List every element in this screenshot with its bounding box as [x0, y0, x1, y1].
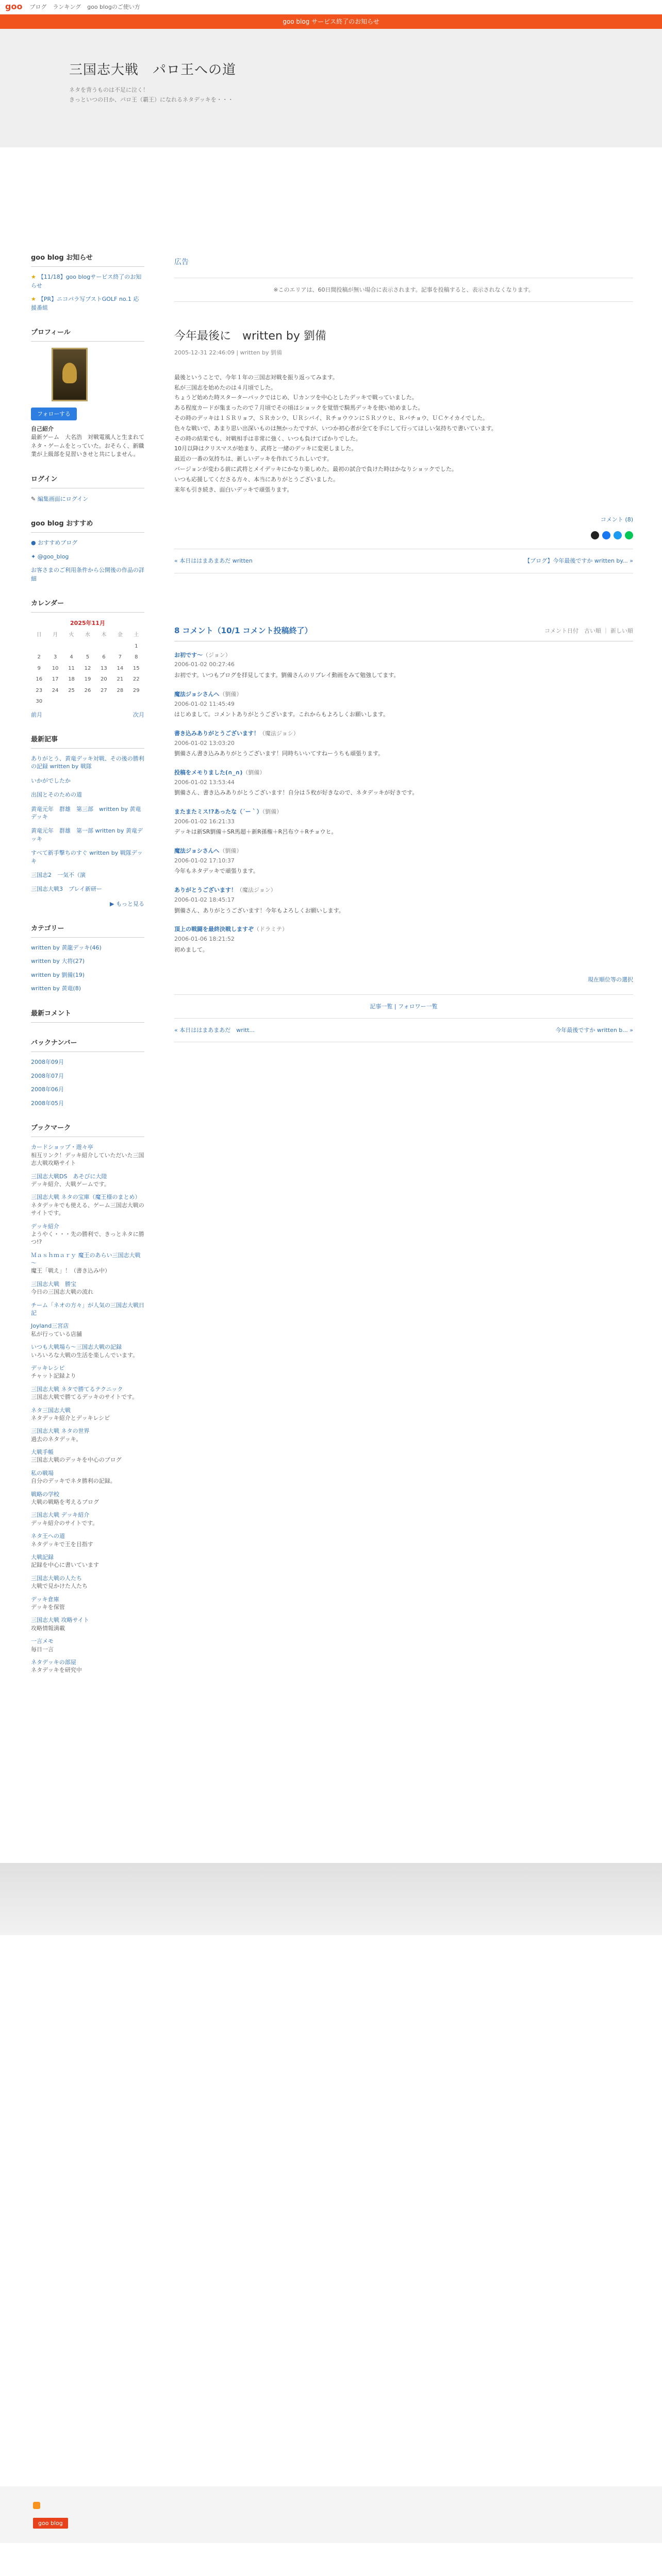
calendar-section — [31, 599, 144, 719]
recent-section — [31, 735, 144, 908]
bookmark-desc: ネタデッキで王を目指す — [31, 1540, 93, 1548]
blog-desc-2: きっといつの日か、パロ王（覇王）になれるネタデッキを・・・ — [69, 96, 234, 103]
calendar-day[interactable]: 7 — [118, 654, 122, 660]
bookmark-link[interactable]: Ｍａｓｈｍａｒｙ 魔王のあらい三国志大戦～ — [31, 1251, 141, 1267]
bookmark-item — [31, 1469, 144, 1485]
comment — [174, 886, 633, 916]
calendar-day[interactable] — [47, 696, 63, 707]
calendar-day[interactable]: 3 — [53, 654, 57, 660]
article-paragraph: 色々な戦いで、あまり思い出深いものは無かったですが、いつか初心者が全てを手にして行ってほしい気持ちで書いています。 — [174, 425, 497, 432]
calendar-week — [31, 641, 144, 652]
article-paragraph: 最近の一番の気持ちは、新しいデッキを作れてうれしいです。 — [174, 455, 333, 463]
comment-date: 2006-01-02 13:53:44 — [174, 778, 235, 786]
avatar[interactable] — [52, 348, 88, 401]
share-buttons — [174, 531, 633, 539]
bookmark-link[interactable]: カードショップ・遊々亭 — [31, 1144, 93, 1151]
category-link[interactable]: written by 劉備(19) — [31, 971, 85, 978]
prev-article-link[interactable]: « 本日ははまあまあだ written — [174, 557, 253, 565]
bookmark-item — [31, 1280, 144, 1296]
terms-link[interactable]: お客さまのご利用条件から公開後の作品の詳細 — [31, 567, 144, 582]
notice-item[interactable]: ★ 【PR】ニコパラ写ブストGOLF no.1 応援番組 — [31, 296, 139, 311]
bookmark-link[interactable]: ネタデッキの部屋 — [31, 1658, 76, 1666]
calendar-day[interactable]: 16 — [36, 676, 43, 683]
category-link[interactable]: written by 黄龍デッキ(46) — [31, 944, 102, 951]
recent-article-link[interactable]: いかがでしたか — [31, 777, 71, 784]
calendar-day[interactable]: 28 — [117, 687, 124, 693]
bookmark-link[interactable]: 戦略の学校 — [31, 1490, 59, 1498]
comment-title[interactable]: 魔法ジョシさんへ — [174, 690, 220, 698]
article-paragraph: 最後ということで、今年１年の三国志対戦を振り返ってみます。 — [174, 374, 338, 381]
bookmark-item — [31, 1490, 144, 1506]
bookmark-desc: 三国志大戦のデッキを中心のブログ — [31, 1456, 122, 1464]
calendar-day[interactable] — [96, 641, 112, 652]
calendar-head: 日 月 火 水 木 金 土 — [36, 632, 139, 638]
calendar-day[interactable]: 12 — [84, 665, 91, 671]
recent-article-link[interactable]: 出国とそのための道 — [31, 791, 82, 799]
calendar-day[interactable]: 11 — [68, 665, 75, 671]
bookmark-desc: 相互リンク！デッキ紹介していただいた三国志大戦攻略サイト — [31, 1151, 144, 1167]
calendar-day[interactable]: 29 — [133, 687, 140, 693]
bookmark-desc: 自分のデッキでネタ勝利の記録。 — [31, 1478, 116, 1485]
prev-article-link[interactable]: « 本日ははまあまあだ writt... — [174, 1027, 255, 1034]
profile-name: 自己紹介 — [31, 426, 54, 433]
bookmark-link[interactable]: ネタ王への道 — [31, 1533, 65, 1540]
bookmark-desc: デッキを保管 — [31, 1603, 65, 1611]
bookmark-link[interactable]: いつも大戦場ら～三国志大戦の記録 — [31, 1344, 122, 1351]
comments-title: 8 コメント（10/1 コメント投稿終了） — [174, 625, 312, 635]
article-paragraph: 10月以降はクリスマスが始まり、武将と一緒のデッキに変更しました。 — [174, 445, 357, 452]
sidebar — [31, 253, 144, 1690]
comment-title[interactable]: 頂上の戦闘を最終決戦しますぞ — [174, 926, 254, 933]
bookmark-link[interactable]: 三国志大戦 ネタの世界 — [31, 1428, 90, 1435]
calendar-day[interactable] — [63, 696, 79, 707]
x-share-icon[interactable] — [591, 531, 599, 539]
comment-title[interactable]: 魔法ジョシさんへ — [174, 848, 220, 855]
bookmark-desc: 今日の三国志大戦の流れ — [31, 1289, 93, 1296]
calendar-day[interactable]: 9 — [37, 665, 41, 671]
bookmark-link[interactable]: 三国志大戦の人たち — [31, 1574, 82, 1582]
backnumber-link[interactable]: 2008年07月 — [31, 1072, 64, 1079]
profile-text: 最新ゲーム 大名浩 対戦電風人と生まれてネタ・ゲームをとっていた。おそらく、新職業が上級部を見習いきせと共にしません。 — [31, 434, 144, 458]
backnumber-section — [31, 1038, 144, 1108]
calendar-day[interactable]: 5 — [86, 654, 90, 660]
bookmark-item — [31, 1427, 144, 1443]
star-icon: ★ — [31, 274, 36, 281]
comment-sort[interactable]: コメント日付 古い順 ｜ 新しい順 — [544, 627, 633, 634]
comment-source: （劉備） — [219, 690, 242, 698]
calendar-day[interactable]: 21 — [117, 676, 124, 683]
calendar-day[interactable]: 14 — [117, 665, 124, 671]
comment — [174, 807, 633, 837]
calendar-day[interactable]: 13 — [101, 665, 107, 671]
article-meta: 2005-12-31 22:46:09 | written by 劉備 — [174, 349, 282, 356]
comment-title[interactable]: 書き込みありがとうございます！ — [174, 730, 259, 737]
bookmark-desc: ネタデッキを研究中 — [31, 1667, 82, 1674]
calendar-week — [31, 663, 144, 674]
comment-title[interactable]: またまたミス!?あったな（´ー｀） — [174, 808, 262, 816]
bookmark-desc: 私が行っている店舗 — [31, 1330, 82, 1337]
backnumber-link[interactable]: 2008年06月 — [31, 1086, 64, 1093]
bookmark-link[interactable]: 一言メモ — [31, 1638, 54, 1645]
bookmark-link[interactable]: 三国志大戦DS あそびに大陸 — [31, 1173, 107, 1180]
hatena-share-icon[interactable] — [614, 531, 622, 539]
bookmark-link[interactable]: チーム「ネオの方々」が人気の三国志大戦日記 — [31, 1301, 144, 1317]
article-paragraph: ちょうど始めた時スターターパックではじめ、Ｕカンツを中心としたデッキで戦っていました。 — [174, 394, 418, 401]
comment-header — [174, 768, 633, 778]
next-article-link[interactable]: 【ブログ】今年最後ですか written by... » — [524, 557, 633, 565]
bookmark-item — [31, 1448, 144, 1464]
calendar-prev[interactable]: 前月 — [31, 711, 42, 718]
calendar-day[interactable]: 17 — [52, 676, 59, 683]
bookmark-desc: デッキ紹介のサイトです。 — [31, 1519, 98, 1527]
comment-text: デッキは新SR劉備＋SR馬超＋新R孫権＋R呂布ウ＋Rチョウヒ。 — [174, 828, 337, 836]
bookmark-link[interactable]: 三国志大戦 ネタの宝庫（魔王様のまとめ） — [31, 1194, 141, 1201]
bookmark-desc: 記録を中心に書いています — [31, 1562, 99, 1569]
recent-article-link[interactable]: すべて新手撃ちのすぐ written by 戦隊デッキ — [31, 850, 143, 865]
comment-text: お初です。いつもブログを拝見してます。劉備さんのリプレイ動画をみて勉強してます。 — [174, 672, 400, 679]
calendar-day[interactable]: 4 — [70, 654, 73, 660]
recommend-section — [31, 519, 144, 583]
comments-section — [31, 1009, 144, 1023]
calendar-day[interactable] — [63, 641, 79, 652]
bookmark-item — [31, 1364, 144, 1380]
comment-date: 2006-01-02 13:03:20 — [174, 739, 235, 747]
bookmark-item — [31, 1511, 144, 1527]
comment-source: （劉備） — [262, 808, 283, 816]
calendar-day[interactable]: 20 — [101, 676, 107, 683]
nav-howto[interactable]: goo blogのご使い方 — [87, 3, 140, 10]
recent-article-link[interactable]: 三国志2 一気不（演 — [31, 871, 86, 878]
page-layout — [0, 147, 662, 2543]
comment-source: （劉備） — [219, 848, 242, 855]
comment-title[interactable]: 投稿をメモりました(∩_∩) — [174, 769, 243, 776]
comment-source: （ジョン） — [203, 651, 231, 658]
comment-header — [174, 886, 633, 895]
bookmark-link[interactable]: デッキレシピ — [31, 1364, 65, 1371]
calendar-day[interactable] — [31, 641, 47, 652]
comment — [174, 651, 633, 681]
bookmark-desc: 過去のネタデッキ。 — [31, 1435, 82, 1443]
bookmark-desc: ネタデッキでも使える、ゲーム三国志大戦のサイトです。 — [31, 1201, 144, 1217]
calendar-day[interactable]: 24 — [52, 687, 59, 693]
comment-title[interactable]: お初です～ — [174, 651, 203, 658]
calendar-day[interactable] — [128, 696, 144, 707]
blog-desc-1: ネタを背うものは不足に泣く！ — [69, 87, 148, 94]
comment-text: 劉備さん、ありがとうございます！今年もよろしくお願いします。 — [174, 907, 344, 914]
star-icon: ★ — [31, 296, 36, 303]
calendar-day[interactable] — [112, 696, 128, 707]
bookmark-link[interactable]: ネタ三国志大戦 — [31, 1406, 71, 1414]
comment-date: 2006-01-02 11:45:49 — [174, 700, 235, 707]
blog-banner — [0, 29, 662, 147]
bookmark-desc: 毎日一言 — [31, 1646, 54, 1653]
comment-source: （魔法ジョン） — [237, 887, 276, 894]
comment-text: はじめまして。コメントありがとうございます。これからもよろしくお願いします。 — [174, 711, 389, 718]
bookmark-item — [31, 1406, 144, 1422]
bookmark-desc: 魔王「戦え」！（書き込み中） — [31, 1267, 110, 1275]
comment — [174, 925, 633, 955]
comments-header — [174, 625, 633, 641]
calendar-day[interactable]: 10 — [52, 665, 59, 671]
bookmark-item — [31, 1553, 144, 1569]
bookmark-item — [31, 1193, 144, 1217]
ranking-link[interactable]: 現在順位等の選択 — [588, 976, 633, 984]
blog-title[interactable]: 三国志大戦 パロ王への道 — [69, 62, 237, 78]
twitter-icon: ✦ — [31, 553, 38, 560]
bookmark-desc: 大戦で見かけた人たち — [31, 1583, 88, 1590]
more-link[interactable]: ▶ もっと見る — [110, 900, 144, 907]
calendar-day[interactable] — [79, 641, 95, 652]
main-content — [174, 257, 633, 1042]
calendar-day[interactable]: 19 — [84, 676, 91, 683]
comment-text: 劉備さん書き込みありがとうございます！同時ちいいてすねーうちも頑張ります。 — [174, 750, 384, 757]
bookmark-item — [31, 1223, 144, 1246]
bookmark-item — [31, 1173, 144, 1189]
ad-label: 広告 — [174, 258, 189, 266]
section-heading: バックナンバー — [31, 1038, 144, 1052]
comment-text: 今年もネタデッキで頑張ります。 — [174, 868, 259, 875]
bookmark-desc: ようやく・・・先の勝利で、きっとネタに勝つ!? — [31, 1230, 144, 1246]
calendar-day[interactable]: 23 — [36, 687, 43, 693]
recent-article-link[interactable]: 黄竜元年 群雄 第一部 written by 黄竜デッキ — [31, 827, 143, 842]
top-bar — [0, 0, 662, 14]
line-share-icon[interactable] — [625, 531, 633, 539]
rss-icon[interactable] — [33, 2502, 40, 2509]
comment-date: 2006-01-02 16:21:33 — [174, 818, 235, 825]
login-link[interactable]: ✎ 編集画面にログイン — [31, 496, 89, 503]
footer-logo[interactable]: goo blog — [33, 2518, 68, 2529]
comment-date: 2006-01-02 17:10:37 — [174, 857, 235, 864]
comment-header — [174, 846, 633, 856]
calendar-day[interactable]: 26 — [84, 687, 91, 693]
bookmark-item — [31, 1343, 144, 1359]
bookmark-link[interactable]: Joyland三宮店 — [31, 1323, 69, 1330]
comment — [174, 690, 633, 720]
article-paragraph: ある程度カードが集まったので７月頃でその頃はショックを覚悟で騎馬デッキを使い始めました。 — [174, 404, 424, 412]
calendar-day[interactable] — [96, 696, 112, 707]
comment-count-link[interactable]: コメント (8) — [600, 516, 633, 523]
profile-section — [31, 328, 144, 459]
comment-date: 2006-01-02 18:45:17 — [174, 896, 235, 903]
next-article-link[interactable]: 今年最後ですか written b... » — [555, 1027, 633, 1034]
category-link[interactable]: written by 大将(27) — [31, 958, 85, 965]
bookmark-item — [31, 1532, 144, 1548]
comment-text: 初めまして。 — [174, 946, 208, 953]
comment-date: 2006-01-02 00:27:46 — [174, 661, 235, 668]
bookmark-link[interactable]: デッキ紹介 — [31, 1223, 59, 1230]
inactive-notice: ※このエリアは、60日間投稿が無い場合に表示されます。記事を投稿すると、表示されなくなります。 — [174, 278, 633, 302]
calendar-day[interactable]: 1 — [135, 643, 138, 649]
recent-article-link[interactable]: ありがとう、黄竜デッキ対戦、その後の勝利の記録 written by 戦隊 — [31, 755, 144, 770]
calendar-title: 2025年11月 — [70, 620, 105, 627]
bookmark-item — [31, 1143, 144, 1167]
calendar-day[interactable]: 15 — [133, 665, 140, 671]
comment-header — [174, 807, 633, 817]
calendar-day[interactable] — [112, 641, 128, 652]
backnumber-link[interactable]: 2008年09月 — [31, 1059, 64, 1066]
calendar-week — [31, 652, 144, 663]
follow-button[interactable]: フォローする — [31, 408, 77, 420]
comment-header — [174, 690, 633, 700]
twitter-link[interactable]: ✦ @goo_blog — [31, 553, 69, 560]
bookmark-desc: 攻略情報満載 — [31, 1624, 65, 1632]
login-section — [31, 474, 144, 503]
calendar-day[interactable]: 2 — [37, 654, 41, 660]
section-heading: goo blog お知らせ — [31, 253, 144, 267]
bookmark-desc: ネタデッキ紹介とデッキレシピ — [31, 1414, 110, 1421]
bookmark-item — [31, 1251, 144, 1275]
comment-source: （劉備） — [242, 769, 266, 776]
notice-item[interactable]: ★ 【11/18】goo blogサービス終了のお知らせ — [31, 274, 142, 289]
comment — [174, 846, 633, 876]
comment-header — [174, 729, 633, 739]
service-notice[interactable] — [0, 14, 662, 29]
comment-source: （ドラミテ） — [254, 926, 288, 933]
comment-source: （魔法ジョシ） — [259, 730, 299, 737]
calendar-next[interactable]: 次月 — [133, 711, 144, 718]
ad-band — [0, 1863, 662, 1935]
article-paragraph: その時のデッキは１ＳＲリョフ、ＳＲカンウ、ＵＲシバイ、ＲチョウウンにＳＲソウヒ、Ｒバチョウ、ＵＣケイカイでした。 — [174, 415, 488, 422]
comment — [174, 768, 633, 798]
bookmark-link[interactable]: 大戦記録 — [31, 1554, 54, 1561]
bookmark-item — [31, 1637, 144, 1653]
recent-article-link[interactable]: 三国志大戦3 プレイ新研ー — [31, 886, 103, 893]
article-pager — [174, 549, 633, 573]
calendar-day[interactable]: 18 — [68, 676, 75, 683]
bookmark-desc: 三国志大戦で勝てるデッキのサイトです。 — [31, 1394, 138, 1401]
calendar-day[interactable]: 30 — [36, 699, 43, 705]
bookmark-item — [31, 1301, 144, 1317]
nav-ranking[interactable]: ランキング — [53, 3, 81, 10]
section-heading: 最新記事 — [31, 735, 144, 749]
pencil-icon: ✎ — [31, 496, 38, 503]
calendar-day[interactable] — [47, 641, 63, 652]
bookmark-item — [31, 1322, 144, 1338]
article-body — [174, 372, 633, 495]
category-link[interactable]: written by 黄竜(8) — [31, 985, 81, 992]
bookmark-item — [31, 1596, 144, 1612]
calendar-day[interactable]: 8 — [135, 654, 138, 660]
bookmark-item — [31, 1385, 144, 1401]
comment — [174, 729, 633, 759]
section-heading: 最新コメント — [31, 1009, 144, 1023]
section-heading: ログイン — [31, 474, 144, 488]
recent-article-link[interactable]: 黄竜元年 群雄 第三部 written by 黄竜デッキ — [31, 805, 141, 821]
section-heading: カテゴリー — [31, 924, 144, 938]
section-heading: ブックマーク — [31, 1123, 144, 1137]
bookmark-section — [31, 1123, 144, 1674]
comment-title[interactable]: ありがとうございます！ — [174, 887, 237, 894]
bookmark-desc: デッキ紹介、大戦ゲームです。 — [31, 1180, 110, 1188]
bookmark-link[interactable]: 三国志大戦 勝宝 — [31, 1280, 76, 1287]
calendar-week — [31, 685, 144, 697]
comment-header — [174, 925, 633, 935]
bookmark-link[interactable]: 三国志大戦 デッキ紹介 — [31, 1512, 90, 1519]
calendar-day[interactable]: 25 — [68, 687, 75, 693]
recommend-link[interactable]: ● おすすめブログ — [31, 539, 78, 547]
comment-text: 劉備さん、書き込みありがとうございます！自分は５枚が好きなので、ネタデッキが好きです。 — [174, 789, 418, 796]
goo-icon: ● — [31, 539, 38, 547]
article-title[interactable]: 今年最後に written by 劉備 — [174, 329, 326, 343]
article-paragraph: いつも応援してくださる方々、本当にありがとうございました。 — [174, 476, 339, 483]
article-paragraph: その時の結果でも、対戦相手は非常に強く、いつも負けてばかりでした。 — [174, 435, 361, 442]
bookmark-link[interactable]: 私の戦場 — [31, 1469, 54, 1477]
bookmark-link[interactable]: 大戦手帳 — [31, 1449, 54, 1456]
section-heading: カレンダー — [31, 599, 144, 613]
article-paragraph: 来年も引き続き、面白いデッキで頑張ります。 — [174, 486, 293, 493]
section-heading: goo blog おすすめ — [31, 519, 144, 533]
bookmark-desc: チャット記録より — [31, 1372, 76, 1380]
article-paragraph: 私が三国志を始めたのは４月頃でした。 — [174, 384, 276, 391]
goo-notice-section — [31, 253, 144, 312]
calendar-day[interactable] — [79, 696, 95, 707]
footer-nav[interactable]: 記事一覧 | フォロワー一覧 — [174, 994, 633, 1011]
goo-logo[interactable]: goo — [5, 2, 23, 12]
bookmark-item — [31, 1616, 144, 1632]
bookmark-item — [31, 1658, 144, 1674]
facebook-share-icon[interactable] — [602, 531, 610, 539]
bookmark-desc: 大戦の戦略を考えるブログ — [31, 1499, 99, 1506]
article-paragraph: バージョンが変わる前に武将とメイデッキにかなり楽しめた。最初の試合で負けた時はかなりショックでした。 — [174, 466, 457, 473]
bookmark-link[interactable]: 三国志大戦 攻略サイト — [31, 1617, 89, 1624]
bookmark-item — [31, 1574, 144, 1590]
bookmark-link[interactable]: 三国志大戦 ネタで勝てるテクニック — [31, 1385, 123, 1393]
service-notice-link[interactable]: goo blog サービス終了のお知らせ — [283, 18, 379, 25]
category-section — [31, 924, 144, 993]
calendar-day[interactable]: 27 — [101, 687, 107, 693]
calendar-week — [31, 696, 144, 707]
comment-date: 2006-01-06 18:21:52 — [174, 935, 235, 942]
calendar — [31, 630, 144, 707]
calendar-day[interactable]: 6 — [102, 654, 106, 660]
bookmark-link[interactable]: デッキ倉庫 — [31, 1596, 59, 1603]
calendar-week — [31, 674, 144, 685]
page-footer — [0, 2486, 662, 2543]
nav-blog[interactable]: ブログ — [29, 3, 47, 10]
section-heading: プロフィール — [31, 328, 144, 342]
backnumber-link[interactable]: 2008年05月 — [31, 1099, 64, 1107]
comment-header — [174, 651, 633, 660]
calendar-day[interactable]: 22 — [133, 676, 140, 683]
bookmark-desc: いろいろな大戦の生活を楽しんでいます。 — [31, 1351, 139, 1359]
bottom-pager — [174, 1018, 633, 1042]
